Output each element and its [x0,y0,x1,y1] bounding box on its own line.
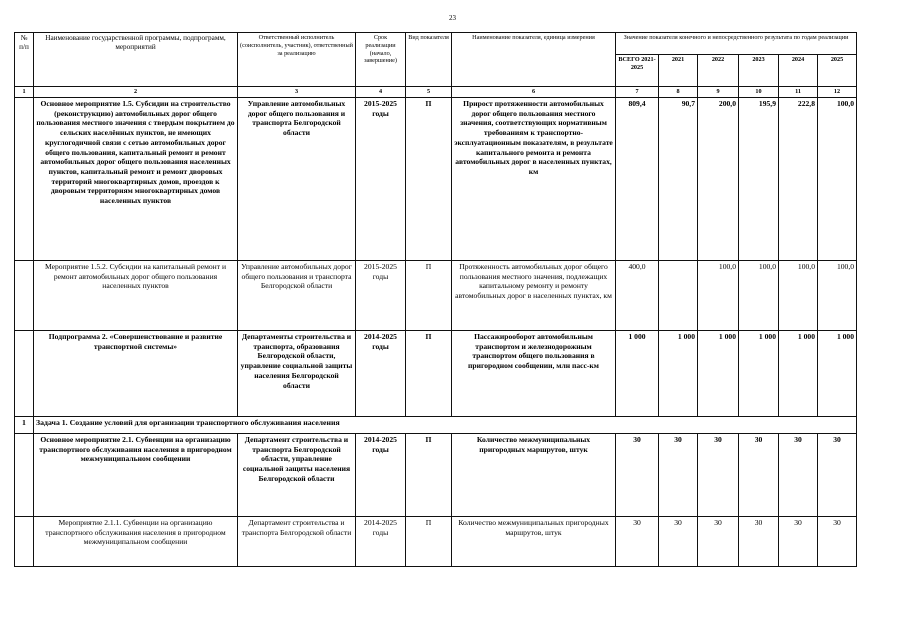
col-number: 1 [15,87,34,98]
header-total: ВСЕГО 2021-2025 [616,55,659,87]
row-2025: 30 [818,516,857,566]
col-number: 5 [406,87,452,98]
row-num [15,260,34,330]
page-number: 23 [449,14,456,22]
row-period: 2015-2025 годы [356,260,406,330]
header-2024: 2024 [779,55,818,87]
row-2024: 30 [779,433,818,516]
row-2021: 90,7 [659,97,698,260]
row-period: 2015-2025 годы [356,97,406,260]
row-2022: 30 [698,433,739,516]
col-number: 3 [238,87,356,98]
row-kind: П [406,97,452,260]
row-2021: 30 [659,433,698,516]
header-name: Наименование государственной программы, подпрограмм, мероприятий [34,33,238,87]
header-responsible: Ответственный исполнитель (соисполнитель, участник), ответственный за реализацию [238,33,356,87]
row-kind: П [406,260,452,330]
row-2022: 30 [698,516,739,566]
row-2021: 30 [659,516,698,566]
col-number: 11 [779,87,818,98]
row-responsible: Управление автомобильных дорог общего пользования и транспорта Белгородской области [238,97,356,260]
header-period: Срок реализации (начало, завершение) [356,33,406,87]
row-2023: 30 [739,433,779,516]
row-indicator: Протяженность автомобильных дорог общего пользования местного значения, подлежащих капитальному ремонту и ремонту автомобильных дорог в населенных пунктах, км [452,260,616,330]
row-num [15,97,34,260]
row-2024: 30 [779,516,818,566]
row-2025: 100,0 [818,97,857,260]
header-num: № п/п [15,33,34,87]
row-2025: 100,0 [818,260,857,330]
row-2022: 100,0 [698,260,739,330]
row-2021: 1 000 [659,330,698,416]
col-number: 6 [452,87,616,98]
row-total: 1 000 [616,330,659,416]
col-number: 12 [818,87,857,98]
header-values-group: Значение показателя конечного и непосредственного результата по годам реализации [616,33,857,55]
header-2025: 2025 [818,55,857,87]
row-indicator: Количество межмуниципальных пригородных маршрутов, штук [452,516,616,566]
row-total: 400,0 [616,260,659,330]
row-indicator: Пассажирооборот автомобильным транспортом и железнодорожным транспортом общего пользования в пригородном сообщении, млн пасс-км [452,330,616,416]
row-kind: П [406,516,452,566]
row-name: Мероприятие 2.1.1. Субвенции на организацию транспортного обслуживания населения в пригородном межмуниципальном сообщении [34,516,238,566]
table-row [15,433,857,516]
row-responsible: Управление автомобильных дорог общего пользования и транспорта Белгородской области [238,260,356,330]
indicators-table [14,32,857,567]
col-number: 2 [34,87,238,98]
row-total: 30 [616,516,659,566]
col-number: 4 [356,87,406,98]
row-total: 809,4 [616,97,659,260]
task-row [15,416,857,433]
row-2024: 100,0 [779,260,818,330]
col-number: 7 [616,87,659,98]
table-row [15,330,857,416]
row-kind: П [406,330,452,416]
col-number: 8 [659,87,698,98]
row-num [15,433,34,516]
row-indicator: Прирост протяженности автомобильных дорог общего пользования местного значения, соответствующих нормативным требованиям к транспортно-эксплуатационным показателям, в результате капитального ремонта и ремонта автомобильных дорог в населенных пунктах, км [452,97,616,260]
row-period: 2014-2025 годы [356,433,406,516]
row-period: 2014-2025 годы [356,330,406,416]
header-2022: 2022 [698,55,739,87]
row-2021 [659,260,698,330]
col-number: 10 [739,87,779,98]
task-num: 1 [15,416,34,433]
row-2023: 100,0 [739,260,779,330]
header-indicator: Наименование показателя, единица измерения [452,33,616,87]
row-2022: 1 000 [698,330,739,416]
row-num [15,330,34,416]
row-2024: 222,8 [779,97,818,260]
table-row [15,97,857,260]
row-responsible: Департамент строительства и транспорта Белгородской области [238,516,356,566]
row-name: Мероприятие 1.5.2. Субсидии на капитальный ремонт и ремонт автомобильных дорог общего пользования населенных пунктов [34,260,238,330]
row-responsible: Департаменты строительства и транспорта, образования Белгородской области, управление социальной защиты населения Белгородской области [238,330,356,416]
header-kind: Вид показателя [406,33,452,87]
table-row [15,260,857,330]
row-2023: 1 000 [739,330,779,416]
row-indicator: Количество межмуниципальных пригородных маршрутов, штук [452,433,616,516]
row-2024: 1 000 [779,330,818,416]
row-period: 2014-2025 годы [356,516,406,566]
row-2023: 30 [739,516,779,566]
header-2023: 2023 [739,55,779,87]
row-2023: 195,9 [739,97,779,260]
row-name: Основное мероприятие 2.1. Субвенции на организацию транспортного обслуживания населения в пригородном межмуниципальном сообщении [34,433,238,516]
row-name: Подпрограмма 2. «Совершенствование и развитие транспортной системы» [34,330,238,416]
row-name: Основное мероприятие 1.5. Субсидии на строительство (реконструкцию) автомобильных дорог общего пользования местного значения с твердым покрытием до сельских населённых пунктов, не имеющих круглогодичной связи с сетью автомобильных дорог общего пользования, капитальный ремонт и ремонт автомобильных дорог общего пользования населенных пунктов, капитальный ремонт и ремонт дворовых территорий многоквартирных домов, проездов к дворовым территориям многоквартирных домов населенных пунктов [34,97,238,260]
task-title: Задача 1. Создание условий для организации транспортного обслуживания населения [34,416,857,433]
row-num [15,516,34,566]
header-2021: 2021 [659,55,698,87]
row-kind: П [406,433,452,516]
table-row [15,516,857,566]
col-number: 9 [698,87,739,98]
row-2025: 30 [818,433,857,516]
row-responsible: Департамент строительства и транспорта Белгородской области, управление социальной защиты населения Белгородской области [238,433,356,516]
row-2022: 200,0 [698,97,739,260]
row-2025: 1 000 [818,330,857,416]
row-total: 30 [616,433,659,516]
